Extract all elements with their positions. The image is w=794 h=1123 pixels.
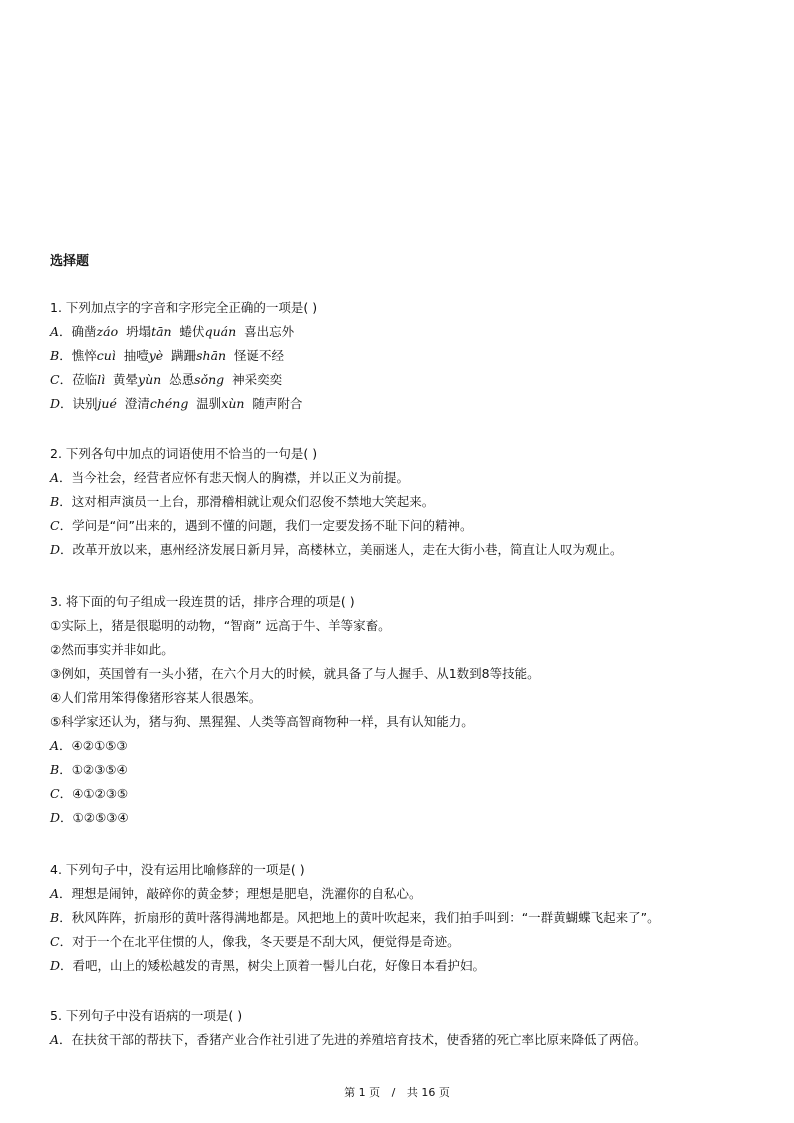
question-stem: 4. 下列句子中，没有运用比喻修辞的一项是( )	[50, 862, 305, 877]
option-text: ．改革开放以来，惠州经济发展日新月异，高楼林立，美丽迷人，走在大街小巷，简直让人叹为观止。	[60, 542, 623, 557]
sentence-line: ②然而事实并非如此。	[50, 642, 174, 657]
option-text: ．④①②③⑤	[59, 786, 129, 801]
option-letter: A	[50, 886, 60, 901]
option-b	[50, 490, 750, 514]
option-letter: A	[50, 470, 60, 485]
page-total: 共 16 页	[406, 1086, 450, 1099]
option-text: ．这对相声演员一上台，那滑稽相就让观众们忍俊不禁地大笑起来。	[59, 494, 435, 509]
page-separator: /	[391, 1086, 396, 1099]
option-text: 怪诞不经	[226, 348, 285, 363]
option-c	[50, 514, 750, 538]
option-b	[50, 906, 750, 930]
option-letter: A	[50, 1032, 60, 1047]
option-letter: D	[50, 958, 61, 973]
pinyin-text: cuì	[96, 348, 116, 363]
option-text: ．秋风阵阵，折扇形的黄叶落得满地都是。风把地上的黄叶吹起来，我们拍手叫到：“一群黄蝴蝶飞起来了”。	[59, 910, 660, 925]
option-b	[50, 758, 750, 782]
option-letter: B	[50, 348, 60, 363]
option-text: 怂恿	[161, 372, 195, 387]
sentence-line: ④人们常用笨得像猪形容某人很愚笨。	[50, 690, 262, 705]
pinyin-text: shān	[196, 348, 227, 363]
option-text: ．理想是闹钟，敲碎你的黄金梦；理想是肥皂，洗濯你的自私心。	[59, 886, 422, 901]
option-text: 黄晕	[105, 372, 139, 387]
option-b	[50, 344, 750, 368]
page-footer	[0, 1084, 794, 1100]
option-letter: D	[50, 396, 61, 411]
option-text: 蹒跚	[163, 348, 197, 363]
pinyin-text: tān	[151, 324, 172, 339]
question-2	[50, 442, 750, 562]
option-a	[50, 1028, 750, 1052]
option-text: ．①②⑤③④	[60, 810, 129, 825]
option-text: 随声附合	[244, 396, 303, 411]
option-c	[50, 930, 750, 954]
pinyin-text: yùn	[138, 372, 162, 387]
pinyin-text: jué	[97, 396, 117, 411]
sentence-line: ⑤科学家还认为，猪与狗、黑猩猩、人类等高智商物种一样，具有认知能力。	[50, 714, 474, 729]
pinyin-text: yè	[148, 348, 164, 363]
option-letter: B	[50, 762, 60, 777]
pinyin-text: chéng	[149, 396, 189, 411]
pinyin-text: záo	[96, 324, 119, 339]
pinyin-text: quán	[204, 324, 237, 339]
question-4	[50, 858, 750, 978]
option-text: ．憔悴	[59, 348, 97, 363]
option-d	[50, 954, 750, 978]
option-letter: D	[50, 810, 61, 825]
option-text: 喜出忘外	[236, 324, 295, 339]
question-3	[50, 590, 750, 830]
question-1	[50, 296, 750, 416]
option-text: ．确凿	[59, 324, 97, 339]
section-title: 选择题	[50, 254, 90, 269]
question-stem: 2. 下列各句中加点的词语使用不恰当的一句是( )	[50, 446, 318, 461]
sentence-line: ③例如，英国曾有一头小猪，在六个月大的时候，就具备了与人握手、从1数到8等技能。	[50, 666, 540, 681]
question-stem: 3. 将下面的句子组成一段连贯的话，排序合理的项是( )	[50, 594, 355, 609]
option-text: 蜷伏	[171, 324, 205, 339]
option-text: 坍塌	[118, 324, 152, 339]
option-text: ．诀别	[60, 396, 98, 411]
page-number: 第 1 页	[344, 1086, 381, 1099]
option-text: ．在扶贫干部的帮扶下，香猪产业合作社引进了先进的养殖培育技术，使香猪的死亡率比原来降低了两倍。	[59, 1032, 647, 1047]
question-5	[50, 1004, 750, 1052]
option-letter: A	[50, 738, 60, 753]
option-d	[50, 392, 750, 416]
option-letter: A	[50, 324, 60, 339]
option-letter: C	[50, 786, 60, 801]
option-text: ．莅临	[59, 372, 98, 387]
option-d	[50, 538, 750, 562]
option-text: ．当今社会，经营者应怀有悲天悯人的胸襟，并以正义为前提。	[59, 470, 410, 485]
option-letter: B	[50, 494, 60, 509]
sentence-line: ①实际上，猪是很聪明的动物，“智商” 远高于牛、羊等家畜。	[50, 618, 391, 633]
option-text: 抽噎	[115, 348, 149, 363]
option-text: 澄清	[116, 396, 150, 411]
pinyin-text: lì	[97, 372, 106, 387]
option-letter: C	[50, 518, 60, 533]
option-a	[50, 882, 750, 906]
option-letter: B	[50, 910, 60, 925]
option-text: ．④②①⑤③	[59, 738, 128, 753]
option-a	[50, 734, 750, 758]
option-letter: C	[50, 372, 60, 387]
option-text: ．①②③⑤④	[59, 762, 128, 777]
option-text: ．学问是“问”出来的，遇到不懂的问题，我们一定要发扬不耻下问的精神。	[59, 518, 473, 533]
option-c	[50, 368, 750, 392]
option-text: ．看吧，山上的矮松越发的青黑，树尖上顶着一髻儿白花，好像日本看护妇。	[60, 958, 486, 973]
option-d	[50, 806, 750, 830]
option-c	[50, 782, 750, 806]
question-stem: 5. 下列句子中没有语病的一项是( )	[50, 1008, 243, 1023]
option-a	[50, 466, 750, 490]
pinyin-text: sǒng	[194, 372, 225, 387]
option-text: 神采奕奕	[224, 372, 283, 387]
question-stem: 1. 下列加点字的字音和字形完全正确的一项是( )	[50, 300, 318, 315]
option-a	[50, 320, 750, 344]
option-letter: D	[50, 542, 61, 557]
option-text: 温驯	[188, 396, 222, 411]
pinyin-text: xùn	[221, 396, 245, 411]
option-letter: C	[50, 934, 60, 949]
option-text: ．对于一个在北平住惯的人，像我，冬天要是不刮大风，便觉得是奇迹。	[59, 934, 460, 949]
